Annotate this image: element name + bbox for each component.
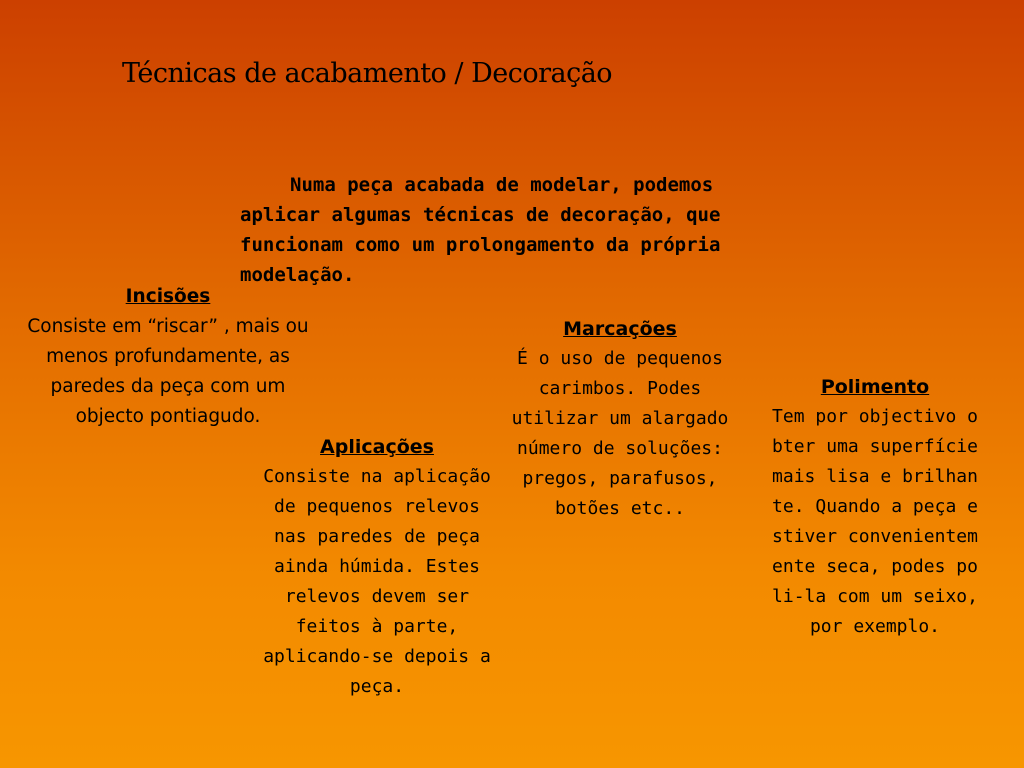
section-heading: Polimento	[820, 376, 930, 398]
section-marcacoes	[505, 314, 735, 524]
section-polimento	[770, 372, 980, 642]
section-body: É o uso de pequenos carimbos. Podes utilizar um alargado número de soluções: pregos, parafusos, botões etc..	[511, 348, 729, 519]
section-body: Consiste em “riscar” , mais ou menos profundamente, as paredes da peça com um objecto pontiagudo.	[27, 316, 309, 427]
section-heading: Incisões	[125, 286, 211, 307]
section-aplicacoes	[254, 432, 500, 702]
intro-paragraph: Numa peça acabada de modelar, podemos aplicar algumas técnicas de decoração, que funcionam como um prolongamento da própria modelação.	[240, 174, 721, 286]
section-heading: Marcações	[563, 318, 677, 340]
section-body: Consiste na aplicação de pequenos relevos nas paredes de peça ainda húmida. Estes relevos devem ser feitos à parte, aplicando-se depois a peça.	[263, 466, 491, 697]
section-heading: Aplicações	[320, 436, 434, 458]
section-body: Tem por objectivo obter uma superfície mais lisa e brilhante. Quando a peça estiver convenientemente seca, podes poli-la com um seixo, por exemplo.	[772, 406, 978, 637]
section-incisoes	[20, 282, 316, 432]
slide-title: Técnicas de acabamento / Decoração	[122, 58, 613, 89]
